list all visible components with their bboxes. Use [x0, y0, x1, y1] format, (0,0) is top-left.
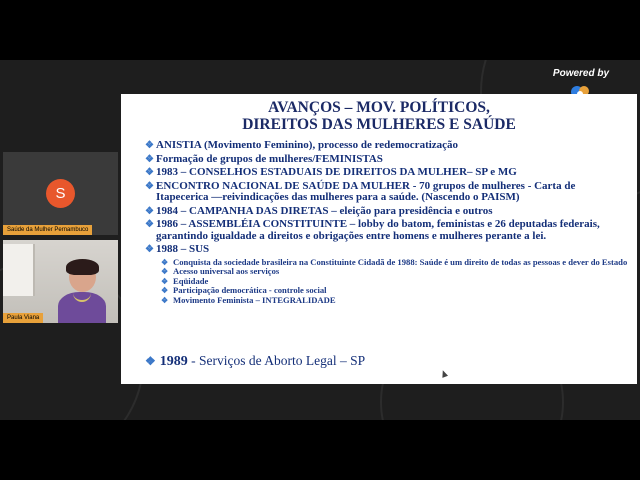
sub-bullet-item [145, 296, 629, 306]
bullet-text: 1988 – SUS [156, 243, 210, 255]
diamond-bullet-icon: ❖ [145, 244, 154, 255]
sub-bullet-text: Eqüidade [173, 275, 209, 286]
participant-video [58, 262, 106, 323]
bullet-item [145, 167, 629, 179]
slide-title-line: AVANÇOS – MOV. POLÍTICOS, [268, 99, 490, 116]
diamond-bullet-icon: ❖ [161, 286, 169, 295]
sub-bullet-text: Acesso universal aos serviços [173, 266, 280, 276]
diamond-bullet-icon: ❖ [145, 167, 154, 178]
bullet-item [145, 219, 629, 242]
diamond-bullet-icon: ❖ [161, 267, 169, 276]
bullet-item [145, 244, 629, 256]
avatar: S [46, 179, 75, 208]
powered-by-label: Powered by [552, 68, 610, 79]
diamond-bullet-icon: ❖ [161, 295, 169, 305]
slide-title [121, 94, 637, 133]
bullet-item [145, 140, 629, 152]
bullet-text: 1983 – CONSELHOS ESTADUAIS DE DIREITOS DA MULHER– SP e MG [156, 166, 517, 178]
diamond-bullet-icon: ❖ [145, 140, 154, 151]
bullet-text: ENCONTRO NACIONAL DE SAÚDE DA MULHER - 70 grupos de mulheres - Carta de Itapecerica —reivindicações das mulheres para a saúde. (Nascendo o PAISM) [156, 179, 576, 203]
bullet-text: Formação de grupos de mulheres/FEMINISTAS [156, 152, 383, 165]
shared-slide [121, 94, 637, 384]
sub-bullet-text: Movimento Feminista – INTEGRALIDADE [173, 294, 336, 305]
participant-tile[interactable] [3, 240, 118, 323]
bullet-item-1989 [145, 353, 365, 370]
person-hair [66, 259, 99, 275]
bullet-item [145, 206, 629, 218]
diamond-bullet-icon: ❖ [145, 205, 154, 217]
bullet-text: ANISTIA (Movimento Feminino), processo de redemocratização [156, 139, 459, 151]
participant-name-label: Saúde da Mulher Pernambuco [3, 225, 92, 235]
slide-bullet-list [145, 140, 629, 305]
slide-title-line: DIREITOS DAS MULHERES E SAÚDE [242, 116, 516, 133]
diamond-bullet-icon: ❖ [145, 219, 154, 230]
sub-bullet-text: Participação democrática - controle social [173, 285, 327, 295]
participant-name-label: Paula Viana [3, 313, 43, 323]
bullet-text: 1986 – ASSEMBLÉIA CONSTITUINTE – lobby do batom, feministas e 26 deputadas federais, garantindo igualdade a direitos e obrigações entre homens e mulheres perante a lei. [156, 218, 600, 242]
bullet-item [145, 181, 629, 204]
diamond-bullet-icon: ❖ [145, 153, 154, 165]
diamond-bullet-icon: ❖ [145, 354, 156, 368]
video-window-element [3, 244, 35, 296]
diamond-bullet-icon: ❖ [161, 257, 169, 267]
diamond-bullet-icon: ❖ [145, 180, 154, 192]
bullet-item [145, 154, 629, 166]
diamond-bullet-icon: ❖ [161, 276, 169, 286]
sub-bullet-text: Conquista da sociedade brasileira na Constituinte Cidadã de 1988: Saúde é um direito de todas as pessoas e dever do Estado [173, 256, 628, 267]
bullet-year: 1989 [159, 354, 188, 369]
participant-tile[interactable] [3, 152, 118, 235]
sub-bullet-item [145, 267, 629, 277]
bullet-text: 1984 – CAMPANHA DAS DIRETAS – eleição para presidência e outros [156, 204, 493, 217]
bullet-text: - Serviços de Aborto Legal – SP [187, 353, 366, 368]
